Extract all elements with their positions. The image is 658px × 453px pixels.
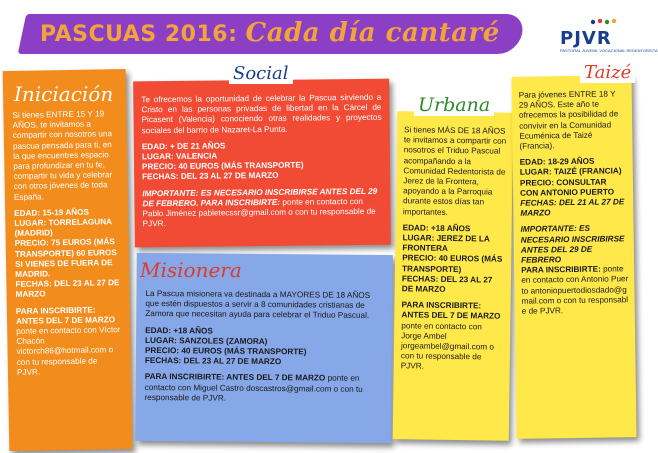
title-main: PASCUAS 2016: [40, 22, 238, 47]
social-fechas: FECHAS: DEL 23 AL 27 DE MARZO [142, 171, 279, 182]
misionera-intro: La Pascua misionera va destinada a MAYORES DE 18 AÑOS que estén dispuestos a servir a 8 comunidades cristianas de Zamora que necesitan ayuda para celebrar el Triduo Pascual. [145, 288, 371, 321]
taize-inscribirte-label: PARA INSCRIBIRTE: [521, 264, 601, 275]
page-title [40, 18, 500, 48]
iniciacion-card [3, 69, 133, 451]
taize-intro: Para jóvenes ENTRE 18 Y 29 AÑOS. Este año te ofrecemos la posibilidad de convivir en la Comunidad Ecuménica de Taizé (Francia). [518, 89, 619, 151]
iniciacion-inscribirte-label: PARA INSCRIBIRTE: ANTES DEL 7 DE MARZO [15, 305, 116, 326]
pjvr-logo [560, 18, 658, 53]
urbana-inscribirte-text: ponte en contacto con Jorge Ambel jorgeambel@gmail.com o con tu responsable de PJVR. [400, 320, 495, 372]
taize-inscribirte-text: ponte en contacto con Antonio Puerto antoniopuertodiosdado@gmail.com o con tu responsable de PJVR. [521, 264, 629, 316]
taize-edad: EDAD: 18-29 AÑOS [519, 156, 595, 167]
misionera-edad: EDAD: +18 AÑOS [145, 325, 213, 336]
iniciacion-fechas: FECHAS: DEL 23 AL 27 DE MARZO [15, 278, 120, 300]
misionera-precio: PRECIO: 40 EUROS (MÁS TRANSPORTE) [144, 345, 307, 357]
urbana-fechas: FECHAS: DEL 23 AL 27 DE MARZO [401, 274, 493, 294]
misionera-lugar: LUGAR: SANZOLES (ZAMORA) [145, 335, 268, 346]
social-title: Social [229, 63, 293, 84]
taize-precio: PRECIO: CONSULTAR CON ANTONIO PUERTO [519, 177, 615, 198]
taize-card [511, 75, 636, 439]
logo-text: PJVR [560, 28, 612, 49]
iniciacion-title: Iniciación [14, 82, 114, 106]
urbana-lugar: LUGAR: JEREZ DE LA FRONTERA [402, 233, 490, 254]
urbana-intro: Si tienes MÁS DE 18 AÑOS te invitamos a compartir con nosotros el Triduo Pascual acompañando a la Comunidad Redentorista de Jerez de la Frontera, apoyando a la Parroquia durante estos días tan importantes. [402, 125, 507, 217]
urbana-title: Urbana [414, 94, 494, 116]
taize-importante-label: IMPORTANTE: ES NECESARIO INSCRIBIRSE ANTES DEL 29 DE FEBRERO [520, 224, 625, 265]
misionera-inscribirte-text: ponte en contacto con Miguel Castro doscastros@gmail.com o con tu responsable de PJVR. [144, 373, 363, 403]
social-intro: Te ofrecemos la oportunidad de celebrar la Pascua sirviendo a Cristo en las personas privadas de libertad en la Cárcel de Picasent (Valencia) conociendo otras realidades y proyectos sociales del barrio de Nazaret-La Punta. [141, 92, 382, 135]
misionera-fechas: FECHAS: DEL 23 AL 27 DE MARZO [144, 356, 282, 367]
social-precio: PRECIO: 40 EUROS (MÁS TRANSPORTE) [141, 160, 304, 172]
misionera-inscribirte-label: PARA INSCRIBIRTE: ANTES DEL 7 DE MARZO [144, 372, 326, 383]
taize-title: Taizé [580, 62, 635, 83]
iniciacion-lugar: LUGAR: TORRELAGUNA (MADRID) [14, 217, 112, 239]
taize-lugar: LUGAR: TAIZÉ (FRANCIA) [519, 166, 622, 178]
social-importante-text: ponte en contacto con Pablo Jiménez pabletecssr@gmail.com o con tu responsable de PJVR. [142, 196, 376, 229]
urbana-precio: PRECIO: 40 EUROS (MÁS TRANSPORTE) [402, 253, 503, 274]
social-importante-label: IMPORTANTE: ES NECESARIO INSCRIBIRSE ANTES DEL 29 DE FEBRERO. PARA INSCRIBIRTE: [142, 186, 378, 209]
iniciacion-intro: Si tienes ENTRE 15 Y 19 AÑOS, te invitamos a compartir con nosotros una pascua pensada para ti, en la que encuentres espacio para profundizar en tu fe, compartir tu vida y celebrar con otros jóvenes de toda España. [12, 109, 113, 202]
urbana-card [393, 111, 514, 441]
taize-fechas: FECHAS: DEL 21 AL 27 DE MARZO [520, 197, 625, 218]
urbana-inscribirte-label: PARA INSCRIBIRTE: ANTES DEL 7 DE MARZO [401, 300, 501, 322]
logo-subtitle: PASTORAL JUVENIL VOCACIONAL REDENTORISTA [560, 48, 658, 53]
iniciacion-inscribirte-text: ponte en contacto con Víctor Chacón victorch86@hotmail.com o con tu responsable de PJVR. [16, 325, 121, 377]
social-edad: EDAD: + DE 21 AÑOS [141, 141, 226, 152]
urbana-edad: EDAD: +18 AÑOS [402, 223, 471, 234]
social-lugar: LUGAR: VALENCIA [141, 151, 218, 162]
title-cursive: Cada día cantaré [245, 18, 500, 48]
iniciacion-edad: EDAD: 15-19 AÑOS [14, 207, 90, 218]
misionera-title: Misionera [140, 258, 242, 282]
social-card [133, 79, 391, 248]
iniciacion-precio: PRECIO: 75 EUROS (MÁS TRANSPORTE) 60 EUROS SI VIENES DE FUERA DE MADRID. [14, 237, 117, 279]
